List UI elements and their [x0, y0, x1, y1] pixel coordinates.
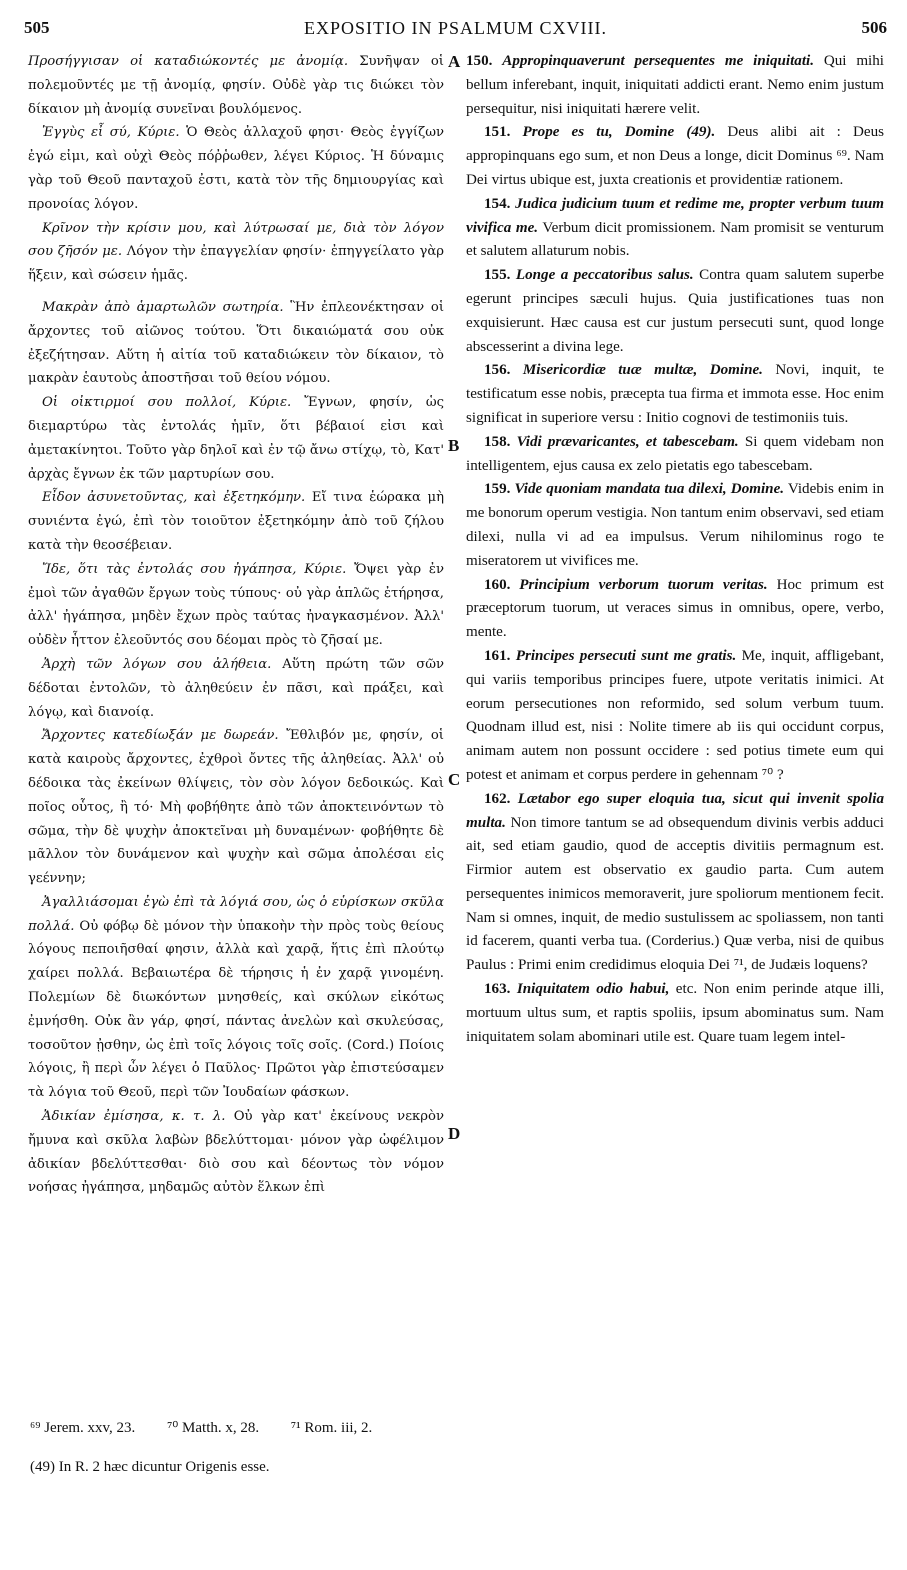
greek-paragraph: [28, 486, 444, 557]
latin-paragraph: [466, 788, 884, 978]
greek-lemma: Εἶδον ἀσυνετοῦντας, καὶ ἐξετηκόμην.: [42, 490, 306, 506]
latin-text: Novi, inquit, te testificatum esse nobis, præcepta tua firma et immota esse. Hoc enim significat in superiore versu : Initio cognovi de testimoniis tuis.: [466, 362, 884, 426]
greek-text: Ὁ Θεὸς ἀλλαχοῦ φησι· Θεὸς ἐγγίζων ἐγώ εἰμι, καὶ οὐχὶ Θεὸς πόῤῥωθεν, λέγει Κύριος. Ἡ δύναμις γὰρ τοῦ Θεοῦ πανταχοῦ ἐστι, κατὰ τὸν τῆς δημιουργίας καὶ προνοίας λόγον.: [28, 125, 444, 212]
footnotes: [30, 1418, 372, 1476]
footnote-ref: ⁷¹ Rom. iii, 2.: [290, 1420, 373, 1436]
greek-text: Οὐ γὰρ κατ' ἐκείνους νεκρὸν ἤμυνα καὶ σκῦλα λαβὼν βδελύττομαι· μόνον γὰρ ὠφέλιμον ἀδικίαν βδελύττεσθαι· διὸ σου καὶ δέοντως τὸν νόμον νοήσας ἠγάπησα, μηδαμῶς αὐτὸν ἕλκων ἐπὶ: [28, 1109, 444, 1196]
greek-lemma: Προσήγγισαν οἱ καταδιώκοντές με ἀνομίᾳ.: [28, 54, 349, 69]
latin-column: [466, 50, 884, 1049]
latin-paragraph: [466, 478, 884, 573]
running-header: [24, 18, 887, 42]
greek-text: Ὄψει γὰρ ἐν ἐμοὶ τῶν ἀγαθῶν ἔργων τοὺς τύπους· οὐ γὰρ ἁπλῶς ἐτήρησα, ἀλλ' ἠγάπησα, μηδὲν ἔχων πρὸς ταύτας ἠναγκασμένον. Ἀλλ' οὐδὲν ἧττον ἐλεοῦντός σου δέομαι πρὸς τὸ ζῆσαί με.: [28, 561, 444, 649]
greek-paragraph: [28, 296, 444, 391]
greek-paragraph: [28, 653, 444, 724]
latin-text: Deus alibi ait : Deus appropinquans ego sum, et non Deus a longe, dicit Dominus ⁶⁹. Nam Dei virtus ubique est, juxta creationis et providentiæ rationem.: [466, 124, 884, 188]
greek-paragraph: [28, 891, 444, 1105]
greek-lemma: Κρῖνον τὴν κρίσιν μου, καὶ λύτρωσαί με, διὰ τὸν λόγον σου ζῆσόν με.: [28, 220, 444, 260]
latin-text: Hoc primum est præceptorum tuorum, ut veraces simus in omnibus, opere, verbo, mente.: [466, 576, 884, 641]
greek-paragraph: [28, 121, 444, 216]
latin-text: Qui mihi bellum inferebant, inquit, iniquitati addicti erant. Nemo enim justum persequitur, nisi iniquitati hærere velit.: [466, 53, 884, 117]
latin-paragraph: [466, 121, 884, 192]
greek-lemma: Οἱ οἰκτιρμοί σου πολλοί, Κύριε.: [42, 395, 292, 411]
verse-number: 158.: [484, 433, 511, 450]
latin-lemma: Judica judicium tuum et redime me, propter verbum tuum vivifica me.: [466, 195, 884, 236]
latin-text: Videbis enim in me bonorum operum vestigia. Non tantum enim observavi, sed etiam dilexi, nulla vi ad ea impulsus. Verum nihilominus rogo te miseratorem ut vivifices me.: [466, 481, 885, 569]
latin-lemma: Lætabor ego super eloquia tua, sicut qui invenit spolia multa.: [466, 790, 884, 831]
greek-lemma: Ἀδικίαν ἐμίσησα, κ. τ. λ.: [42, 1109, 226, 1125]
greek-lemma: Ἐγγὺς εἶ σύ, Κύριε.: [42, 125, 180, 141]
greek-paragraph: [28, 724, 444, 891]
latin-text: Me, inquit, affligebant, qui variis temporibus principes fuere, utpote veritatis inimici. At eorum persecutiones non reformido, sed solum verbum tuum. Quodnam illud est, nisi : Nolite timere ab iis qui occidunt corpus, animam autem non possunt occidere : sed potius timete eum qui potest et animam et corpus perdere in gehennam ⁷⁰ ?: [466, 647, 884, 783]
footnote-refs: [30, 1418, 372, 1437]
running-title: EXPOSITIO IN PSALMUM CXVIII.: [303, 18, 607, 38]
latin-paragraph: [466, 193, 884, 264]
margin-letter-a: A: [448, 52, 461, 71]
latin-paragraph: [466, 264, 884, 359]
greek-lemma: Ἄρχοντες κατεδίωξάν με δωρεάν.: [42, 728, 279, 744]
editor-note: (49) In R. 2 hæc dicuntur Origenis esse.: [30, 1459, 270, 1475]
greek-text: Ἔγνων, φησίν, ὡς διεμαρτύρω τὰς ἐντολάς ἡμῖν, ὅτι βέβαιοί εἰσι καὶ ἀμετακίνητοι. Τοῦτο γὰρ δηλοῖ καὶ ἐν τῷ ἄνω στίχῳ, τὸ, Κατ' ἀρχὰς ἔγνων ἐκ τῶν μαρτυρίων σου.: [28, 395, 445, 482]
latin-lemma: Vide quoniam mandata tua dilexi, Domine.: [514, 481, 785, 498]
greek-lemma: Μακρὰν ἀπὸ ἁμαρτωλῶν σωτηρία.: [42, 299, 284, 315]
greek-lemma: Ἴδε, ὅτι τὰς ἐντολάς σου ἠγάπησα, Κύριε.: [42, 561, 347, 577]
verse-number: 155.: [484, 267, 511, 284]
page-number-left: 505: [24, 18, 50, 37]
footnote-ref: ⁷⁰ Matth. x, 28.: [167, 1420, 260, 1436]
latin-lemma: Appropinquaverunt persequentes me iniquitati.: [502, 53, 814, 69]
verse-number: 160.: [484, 576, 511, 593]
verse-number: 156.: [484, 362, 511, 379]
latin-text: Non timore tantum se ad obsequendum divinis verbis adduci ait, sed etiam gaudio, quod de acceptis divitiis permagnum est. Firmior autem est observatio ex gaudio parta. Cum autem persequentes inimicos memoraverit, jure spoliorum mentionem fecit. Nam si omnes, inquit, de medio sustulissem ac spoliassem, non tanti id facerem, quanti verba tua. (Corderius.) Quæ verba, nisi de quibus Paulus : Primi enim credidimus eloquia Dei ⁷¹, de Judæis loquens?: [466, 814, 884, 974]
greek-text: Ἣν ἐπλεονέκτησαν οἱ ἄρχοντες τοῦ αἰῶνος τούτου. Ὅτι δικαιώματά σου οὐκ ἐξεζήτησαν. Αὕτη ἡ αἰτία τοῦ καταδιώκειν τὸν δίκαιον, τὸ μακρὰν ἑαυτοὺς ἀποστῆσαι τοῦ θείου νόμου.: [28, 299, 444, 387]
greek-text: Συνῆψαν οἱ πολεμοῦντές με τῇ ἀνομίᾳ, φησίν. Οὐδὲ γὰρ τις διώκει τὸν δίκαιον μὴ ἀνομίᾳ συνεῖναι βουλόμενος.: [28, 54, 444, 117]
footnote-ref: ⁶⁹ Jerem. xxv, 23.: [30, 1420, 136, 1436]
latin-text: Contra quam salutem superbe egerunt principes sæculi hujus. Quia justificationes tuas non exquisierunt. Hæc causa est cur justum persecuti sunt, quod longe abscesserint a divina lege.: [466, 267, 884, 355]
latin-lemma: Principes persecuti sunt me gratis.: [515, 647, 737, 664]
margin-letter-c: C: [448, 770, 461, 789]
latin-lemma: Misericordiæ tuæ multæ, Domine.: [522, 362, 763, 379]
latin-text: Verbum dicit promissionem. Nam promisit se venturum et salutem allaturum nobis.: [466, 219, 884, 260]
verse-number: 163.: [484, 981, 511, 998]
verse-number: 151.: [484, 124, 511, 141]
verse-number: 162.: [484, 790, 511, 807]
latin-paragraph: [466, 645, 884, 788]
verse-number: 154.: [484, 195, 511, 212]
greek-column: [28, 50, 444, 1200]
greek-lemma: Ἀγαλλιάσομαι ἐγὼ ἐπὶ τὰ λόγιά σου, ὡς ὁ εὑρίσκων σκῦλα πολλά.: [28, 894, 444, 934]
greek-text: Οὐ φόβῳ δὲ μόνον τὴν ὑπακοὴν τὴν πρὸς τοὺς θείους λόγους πεποιῆσθαί φησιν, ἀλλὰ καὶ χαρᾷ, ἥτις ἐπὶ πλούτῳ χαίρει πολλά. Βεβαιωτέρα δὲ τήρησις ἡ ἐν χαρᾷ γινομένη. Πολεμίων δὲ διωκόντων μνησθείς, καὶ σκύλων εἰκότως ἐμνήσθη. Οὐκ ἂν γάρ, φησί, πάντας ἀνελὼν καὶ σκυλεύσας, τοσοῦτον ᾐσθην, ὡς ἐπὶ τοῖς λόγοις τοῖς σοῖς. (Cord.) Ποίοις λόγοις, ἢ περὶ ὧν λέγει ὁ Παῦλος· Πρῶτοι γὰρ ἐπιστεύσαμεν τὰ λόγια τοῦ Θεοῦ, περὶ τῶν Ἰουδαίων φάσκων.: [28, 918, 444, 1101]
latin-lemma: Principium verborum tuorum veritas.: [519, 576, 768, 593]
margin-letter-b: B: [448, 436, 460, 455]
greek-paragraph: [28, 217, 444, 288]
margin-letter-d: D: [448, 1124, 461, 1143]
latin-lemma: Prope es tu, Domine (49).: [522, 124, 716, 141]
verse-number: 159.: [484, 481, 511, 498]
greek-text: Εἴ τινα ἑώρακα μὴ συνιέντα ἐγώ, ἐπὶ τὸν τοιοῦτον ἐξετηκόμην ἀπὸ τοῦ ζήλου κατὰ τὴν θεοσέβειαν.: [28, 490, 444, 553]
latin-paragraph: [466, 50, 884, 121]
latin-text: Si quem videbam non intelligentem, ejus causa ex zelo pietatis ego tabescebam.: [466, 433, 884, 474]
greek-text: Ἔθλιβόν με, φησίν, οἱ κατὰ καιροὺς ἄρχοντες, ἐχθροὶ ὄντες τῆς ἀληθείας. Ἀλλ' οὐ δέδοικα τὰς ἐκείνων θλίψεις, τὸν σὸν λόγον δεδοικώς. Καὶ ποῖος οὗτος, ἢ τό· Μὴ φοβήθητε ἀπὸ τῶν ἀποκτεινόντων τὸ σῶμα, τὴν δὲ ψυχὴν ἀποκτεῖναι μὴ δυναμένων· φοβήθητε δὲ μᾶλλον τὸν δυνάμενον καὶ ψυχὴν καὶ σῶμα ἀπολέσαι εἰς γεέννην;: [28, 728, 444, 887]
latin-paragraph: [466, 574, 884, 645]
verse-number: 150.: [466, 53, 493, 69]
latin-text: etc. Non enim perinde atque illi, mortuum ultus sum, et raptis spoliis, ipsum abominatus sum. Nam iniquitatem solam abominari utile est. Quare tuam legem intel-: [466, 981, 884, 1045]
greek-text: Αὕτη πρώτη τῶν σῶν δέδοται ἐντολῶν, τὸ ἀληθεύειν ἐν πᾶσι, καὶ πράξει, καὶ λόγῳ, καὶ διανοίᾳ.: [28, 656, 445, 720]
greek-paragraph: [28, 50, 444, 121]
page-number-right: 506: [861, 18, 887, 37]
latin-paragraph: [466, 431, 884, 479]
latin-lemma: Iniquitatem odio habui,: [516, 981, 670, 998]
greek-text: Λόγον τὴν ἐπαγγελίαν φησίν· ἐπηγγείλατο γὰρ ἥξειν, καὶ σώσειν ἡμᾶς.: [28, 244, 444, 284]
latin-paragraph: [466, 359, 884, 430]
greek-paragraph: [28, 558, 444, 653]
verse-number: 161.: [484, 647, 511, 664]
greek-paragraph: [28, 391, 444, 486]
latin-paragraph: [466, 978, 884, 1049]
latin-lemma: Longe a peccatoribus salus.: [515, 267, 694, 284]
latin-lemma: Vidi prævaricantes, et tabescebam.: [516, 433, 739, 450]
greek-paragraph: [28, 1105, 444, 1200]
greek-lemma: Ἀρχὴ τῶν λόγων σου ἀλήθεια.: [42, 656, 272, 672]
